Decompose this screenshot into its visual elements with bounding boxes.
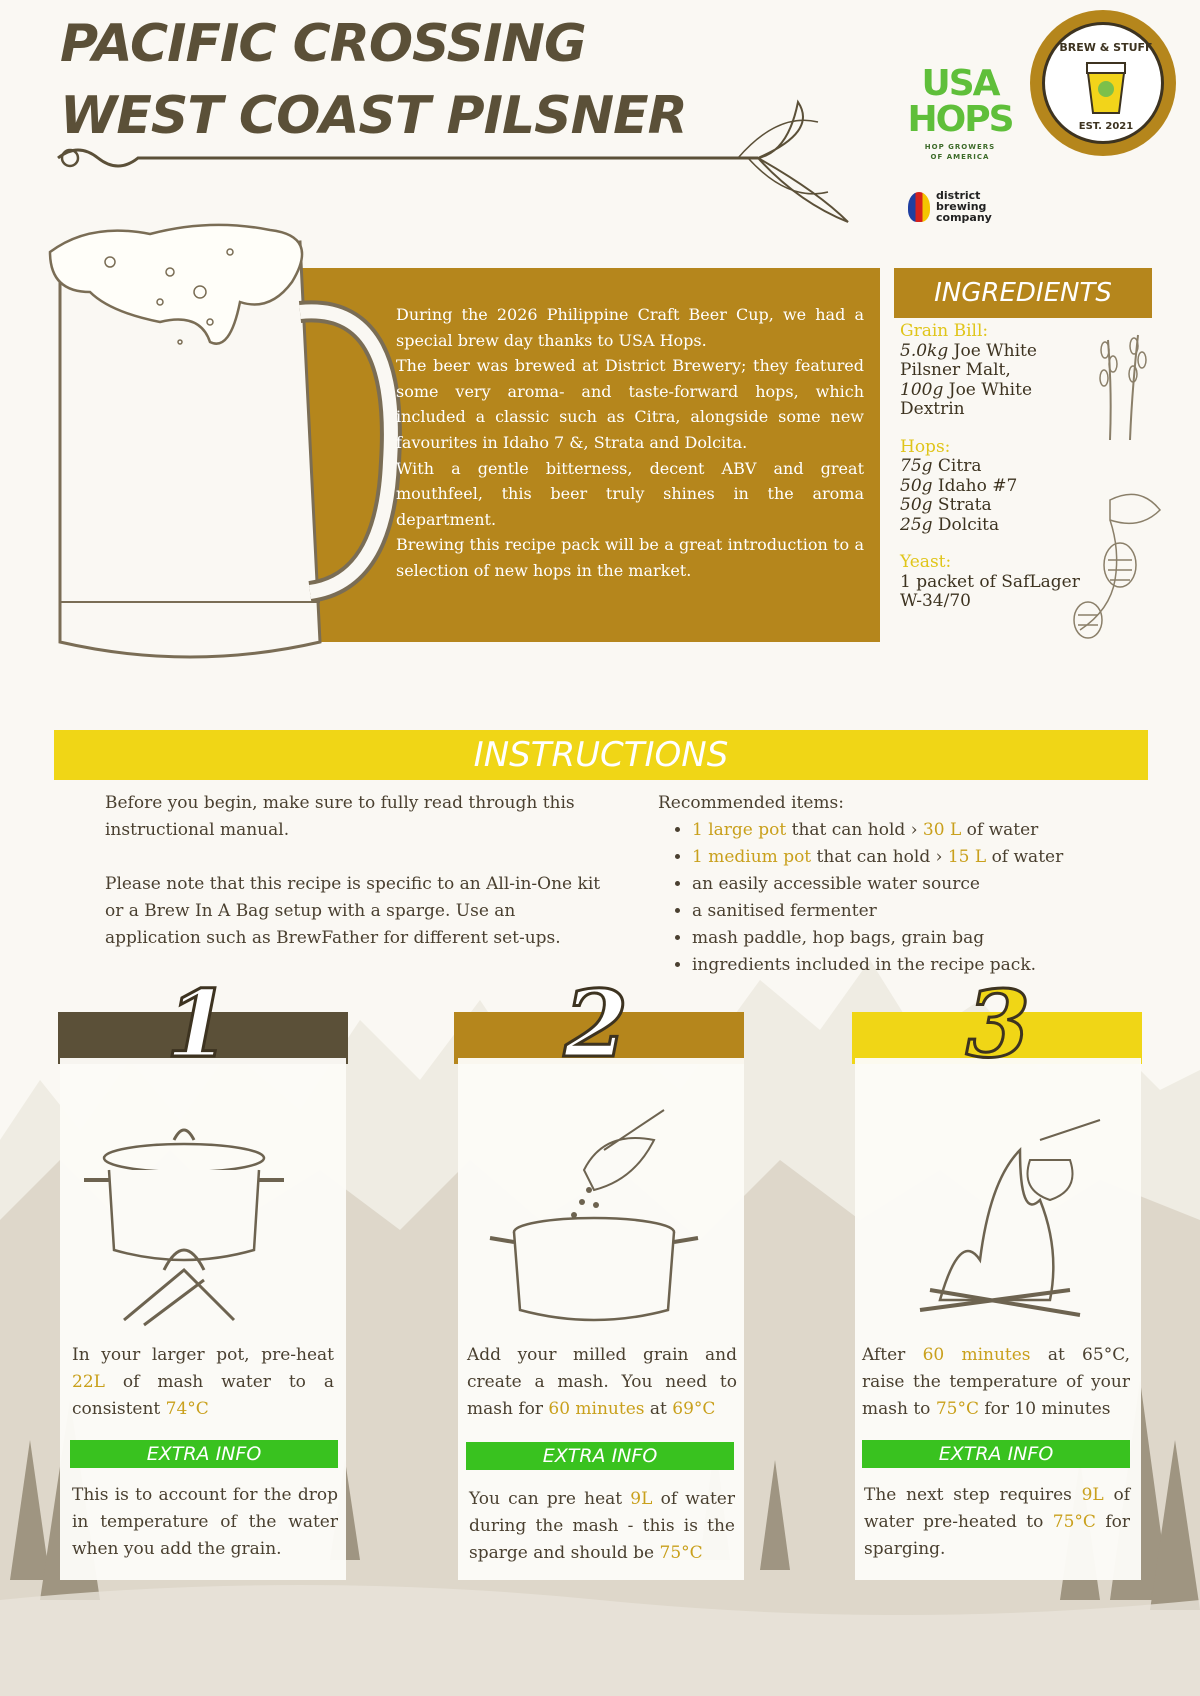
usa-hops-logo	[905, 63, 1015, 162]
list-item: • ingredients included in the recipe pack.	[692, 952, 1138, 979]
beer-glass-icon	[1083, 61, 1129, 117]
hop-item: 25g Dolcita	[900, 514, 1000, 535]
list-item: • 1 large pot that can hold › 30 L of water	[692, 817, 1138, 844]
district-text-2: brewing	[936, 200, 987, 213]
ingredients-heading: INGREDIENTS	[894, 268, 1152, 318]
step-3-extra-info-label: EXTRA INFO	[862, 1440, 1130, 1468]
title-line-1: PACIFIC CROSSING	[60, 14, 586, 74]
title-line-2: WEST COAST PILSNER	[60, 86, 687, 146]
intro-text	[396, 302, 864, 584]
grain-item-2: 100g Joe White Dextrin	[900, 379, 1033, 419]
step-1-extra-info-text: This is to account for the drop in temperature of the water when you add the grain.	[72, 1485, 338, 1559]
before-you-begin-text	[105, 790, 605, 979]
yeast-heading: Yeast:	[900, 552, 952, 572]
brew-and-stuff-logo	[1030, 10, 1176, 156]
hop-item: 75g Citra	[900, 456, 982, 476]
instructions-heading: INSTRUCTIONS	[54, 730, 1148, 780]
step-3-text: After 60 minutes at 65°C, raise the temperature of your mash to 75°C for 10 minutes	[862, 1345, 1130, 1419]
pot-on-fire-icon	[84, 1110, 294, 1330]
ornament-flourish	[58, 92, 838, 232]
badge-bottom-text: EST. 2021	[1078, 121, 1134, 132]
pot-with-grain-scoop-icon	[484, 1110, 704, 1330]
step-1-extra-info-label: EXTRA INFO	[70, 1440, 338, 1468]
step-3-number: 3	[965, 970, 1030, 1078]
step-2-text: Add your milled grain and create a mash. You need to mash for 60 minutes at 69°C	[467, 1345, 737, 1419]
intro-paragraph-2: The beer was brewed at District Brewery; they featured some very aroma- and taste-forward hops, which included a classic such as Citra, alongside some new favourites in Idaho 7 &, Strata and Dolcita.	[396, 356, 864, 452]
grain-bill-heading: Grain Bill:	[900, 321, 989, 341]
hop-cone-icon	[1060, 490, 1160, 640]
list-item: • a sanitised fermenter	[692, 898, 1138, 925]
step-2-extra-info-label: EXTRA INFO	[466, 1442, 734, 1470]
intro-paragraph-4: Brewing this recipe pack will be a great introduction to a selection of new hops in the market.	[396, 535, 864, 580]
hop-item: 50g Idaho #7	[900, 475, 1018, 496]
usa-hops-sub1: HOP GROWERS	[924, 143, 996, 151]
step-2-number: 2	[563, 970, 628, 1078]
step-1-text: In your larger pot, pre-heat 22L of mash water to a consistent 74°C	[72, 1345, 334, 1419]
district-text-1: district	[936, 189, 981, 202]
recommended-heading: Recommended items:	[658, 793, 844, 813]
step-2-extra-info-text: You can pre heat 9L of water during the mash - this is the sparge and should be 75°C	[469, 1489, 735, 1563]
grain-item-1: 5.0kg Joe White Pilsner Malt,	[900, 340, 1037, 380]
before-paragraph-2: Please note that this recipe is specific to an All-in-One kit or a Brew In A Bag setup with a sparge. Use an application such as BrewFather for different set-ups.	[105, 874, 601, 948]
list-item: • an easily accessible water source	[692, 871, 1138, 898]
recommended-items	[658, 790, 1138, 979]
list-item: • 1 medium pot that can hold › 15 L of water	[692, 844, 1138, 871]
before-paragraph-1: Before you begin, make sure to fully read through this instructional manual.	[105, 793, 575, 840]
usa-hops-sub2: OF AMERICA	[930, 153, 990, 161]
step-1-number: 1	[165, 970, 230, 1078]
campfire-with-kettle-icon	[900, 1110, 1110, 1330]
list-item: • mash paddle, hop bags, grain bag	[692, 925, 1138, 952]
yeast-item: 1 packet of SafLager W-34/70	[900, 571, 1080, 611]
beer-mug-illustration	[30, 222, 410, 682]
step-3-extra-info-text: The next step requires 9L of water pre-heated to 75°C for sparging.	[864, 1485, 1130, 1559]
hops-heading: Hops:	[900, 436, 951, 457]
badge-top-text: BREW & STUFF	[1059, 41, 1153, 54]
district-logo-icon	[908, 192, 930, 222]
district-brewing-logo	[908, 190, 992, 223]
intro-paragraph-1: During the 2026 Philippine Craft Beer Cup, we had a special brew day thanks to USA Hops.	[396, 305, 864, 350]
district-text-3: company	[936, 211, 992, 224]
intro-paragraph-3: With a gentle bitterness, decent ABV and great mouthfeel, this beer truly shines in the aroma department.	[396, 458, 864, 529]
usa-hops-text: USA HOPS	[907, 63, 1013, 140]
hop-item: 50g Strata	[900, 495, 992, 515]
wheat-icon	[1090, 330, 1150, 440]
